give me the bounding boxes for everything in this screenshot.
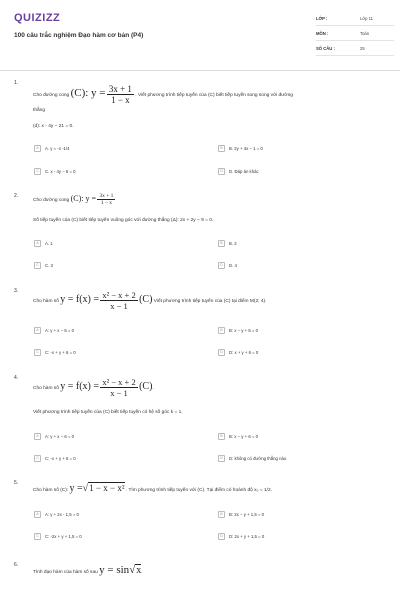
question-number: 1.	[14, 80, 19, 86]
question-number: 5.	[14, 480, 19, 486]
radical-sign: √	[129, 564, 136, 576]
option-d[interactable]	[218, 348, 258, 356]
option-b[interactable]	[218, 144, 263, 152]
option-text: B. 2y + 4x − 1 = 0	[229, 145, 263, 151]
math-lhs: y = sin	[99, 564, 130, 576]
math-fraction	[107, 84, 134, 105]
option-letter-box: C	[34, 455, 41, 462]
math-curve-label: (C)	[139, 293, 153, 305]
document-title: 100 câu trắc nghiệm Đạo hàm cơ bản (P4)	[14, 32, 144, 39]
stem-suffix: . Viết phương trình tiếp tuyến của (C) biết tiếp tuyến song song với đường	[135, 92, 293, 98]
meta-row-class	[316, 11, 394, 26]
option-a[interactable]	[34, 432, 74, 440]
stem-suffix: Viết phương trình tiếp tuyến của (C) tại điểm M(2; 4).	[153, 298, 267, 304]
option-letter-box: A	[34, 327, 41, 334]
stem-line-3: (d): x - 4y − 21 = 0.	[33, 124, 74, 129]
question-stem	[33, 482, 272, 494]
option-text: A. 1	[45, 240, 53, 246]
option-c[interactable]	[34, 261, 53, 269]
option-text: C: -x + y + 6 = 0	[45, 349, 76, 355]
stem-prefix: Cho hàm số	[33, 298, 59, 304]
option-letter-box: C	[34, 349, 41, 356]
question-number: 4.	[14, 375, 19, 381]
stem-line-2: Viết phương trình tiếp tuyến của (C) biết tiếp tuyến có hệ số góc k = 1.	[33, 410, 183, 415]
math-lhs: y =	[69, 483, 83, 494]
option-a[interactable]	[34, 326, 74, 334]
option-text: A: y + x − 6 = 0	[45, 433, 75, 439]
option-text: D: x + y + 6 = 0	[229, 349, 259, 355]
option-letter-box: B	[218, 145, 225, 152]
stem-suffix: .	[141, 570, 143, 575]
option-letter-box: C	[34, 262, 41, 269]
fraction-denominator: x − 1	[110, 301, 128, 311]
option-text: D. 4	[229, 262, 237, 268]
option-c[interactable]	[34, 532, 82, 540]
option-a[interactable]	[34, 144, 69, 152]
stem-line-2: Số tiếp tuyến của (C) biết tiếp tuyến vuông góc với đường thẳng (Δ): 2x + 2y − 9 = 0.	[33, 218, 214, 223]
option-letter-box: B	[218, 327, 225, 334]
stem-suffix: .	[152, 385, 154, 391]
option-c[interactable]	[34, 167, 76, 175]
option-text: D: 2x + y + 1,5 = 0	[229, 533, 265, 539]
option-a[interactable]	[34, 510, 79, 518]
option-b[interactable]	[218, 326, 258, 334]
option-letter-box: B	[218, 511, 225, 518]
option-letter-box: A	[34, 511, 41, 518]
option-b[interactable]	[218, 432, 258, 440]
option-text: C: -2x + y + 1,5 = 0	[45, 533, 82, 539]
radicand: x	[136, 565, 142, 576]
stem-line-2: thẳng	[33, 108, 46, 113]
question-stem	[33, 564, 143, 576]
option-text: B: x − y + 6 = 0	[229, 433, 259, 439]
math-fraction	[100, 377, 137, 398]
stem-prefix: Cho đường cong	[33, 197, 70, 203]
page-header	[0, 0, 400, 70]
fraction-denominator: x − 1	[110, 388, 128, 398]
meta-value: Toán	[360, 30, 370, 36]
option-letter-box: D	[218, 533, 225, 540]
option-letter-box: A	[34, 240, 41, 247]
meta-row-subject	[316, 26, 394, 41]
math-curve-label: (C)	[139, 380, 153, 392]
option-letter-box: D	[218, 168, 225, 175]
meta-key: MÔN :	[316, 30, 329, 36]
option-d[interactable]	[218, 261, 237, 269]
question-number: 3.	[14, 288, 19, 294]
option-text: A. y = -x -1/4	[45, 145, 70, 151]
option-b[interactable]	[218, 510, 264, 518]
option-letter-box: D	[218, 262, 225, 269]
math-lhs: y = f(x) =	[60, 293, 99, 305]
fraction-numerator: x² − x + 2	[102, 290, 136, 300]
math-lhs: (C): y =	[70, 86, 106, 99]
question-number: 2.	[14, 193, 19, 199]
meta-key: SỐ CÂU :	[316, 45, 335, 51]
math-lhs: (C): y =	[70, 193, 96, 203]
stem-prefix: Cho hàm số (C):	[33, 488, 69, 493]
option-text: B: x − y + 6 = 0	[229, 327, 259, 333]
option-letter-box: A	[34, 145, 41, 152]
option-letter-box: C	[34, 533, 41, 540]
option-letter-box: B	[218, 240, 225, 247]
question-number: 6.	[14, 562, 19, 568]
stem-prefix: Cho đường cong	[33, 92, 70, 98]
header-divider	[0, 70, 400, 71]
option-text: C: -x + y + 6 = 0	[45, 455, 76, 461]
option-text: B. 2	[229, 240, 237, 246]
question-stem	[33, 84, 293, 105]
option-c[interactable]	[34, 454, 76, 462]
stem-suffix: . Tìm phương trình tiếp tuyến với (C). Tại điểm có hoành độ x₀ = 1/2.	[125, 488, 272, 493]
fraction-denominator: 1 − x	[100, 200, 113, 206]
fraction-numerator: 3x + 1	[99, 193, 114, 199]
option-letter-box: C	[34, 168, 41, 175]
meta-value: Lớp 11	[360, 15, 373, 21]
option-letter-box: D	[218, 349, 225, 356]
meta-value: 25	[360, 45, 365, 51]
radicand: 1 − x − x²	[89, 483, 125, 493]
option-text: B: 2x − y + 1,5 = 0	[229, 511, 264, 517]
option-text: C. 3	[45, 262, 53, 268]
meta-row-count	[316, 41, 394, 56]
radical-sign: √	[82, 483, 89, 494]
option-text: A: y + x − 6 = 0	[45, 327, 75, 333]
math-fraction	[97, 193, 115, 206]
stem-prefix: Tính đạo hàm của hàm số sau	[33, 570, 98, 575]
option-letter-box: B	[218, 433, 225, 440]
option-text: D. Đáp án khác	[229, 168, 259, 174]
option-letter-box: A	[34, 433, 41, 440]
option-d[interactable]	[218, 532, 264, 540]
option-c[interactable]	[34, 348, 76, 356]
option-a[interactable]	[34, 239, 53, 247]
math-lhs: y = f(x) =	[60, 380, 99, 392]
option-letter-box: D	[218, 455, 225, 462]
question-stem	[33, 193, 115, 206]
option-d[interactable]	[218, 167, 259, 175]
fraction-denominator: 1 − x	[111, 95, 130, 105]
meta-table	[316, 11, 394, 56]
option-b[interactable]	[218, 239, 237, 247]
quizizz-logo: QUIZIZZ	[14, 12, 61, 24]
option-text: A: y + 2x - 1,5 = 0	[45, 511, 79, 517]
option-text: C. x - 4y − 5 = 0	[45, 168, 76, 174]
math-fraction	[100, 290, 137, 311]
fraction-numerator: x² − x + 2	[102, 377, 136, 387]
question-stem	[33, 377, 154, 398]
option-d[interactable]	[218, 454, 286, 462]
question-stem	[33, 290, 266, 311]
fraction-numerator: 3x + 1	[108, 84, 132, 94]
option-text: D: không có đường thẳng nào	[229, 455, 287, 461]
stem-prefix: Cho hàm số	[33, 385, 59, 391]
meta-key: LỚP :	[316, 15, 328, 21]
